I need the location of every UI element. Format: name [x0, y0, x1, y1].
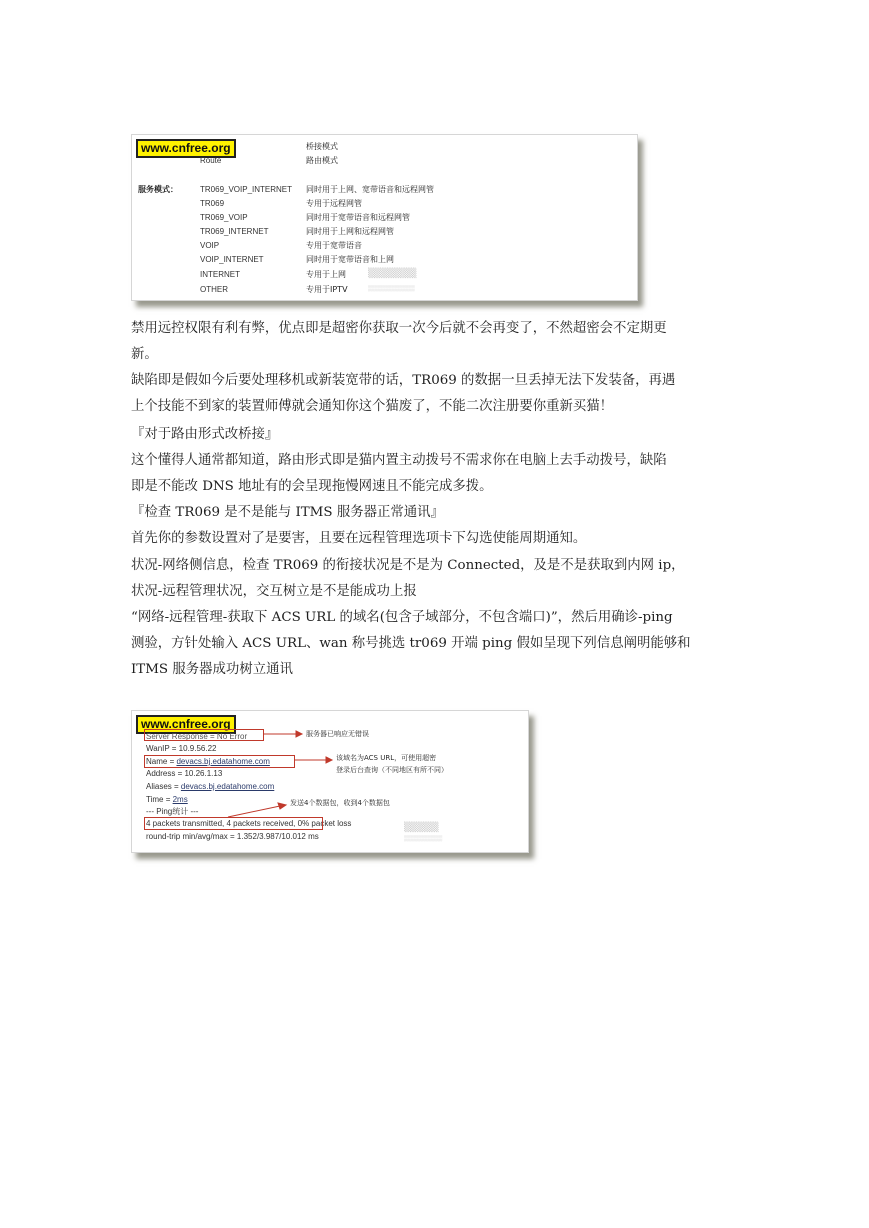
- section-heading: 『检查 TR069 是不是能与 ITMS 服务器正常通讯』: [131, 505, 444, 520]
- mode-name: TR069_VOIP_INTERNET: [200, 185, 293, 194]
- name-label: Name =: [146, 757, 177, 766]
- paragraph-line: ITMS 服务器成功树立通讯: [131, 662, 293, 677]
- mode-desc: 同时用于宽带语音和上网: [306, 255, 394, 264]
- packets-text: 4 packets transmitted, 4 packets received,: [146, 819, 296, 828]
- mode-route-desc: 路由模式: [306, 156, 338, 165]
- time-value: 2ms: [172, 795, 188, 804]
- service-mode-label: 服务模式：: [138, 185, 178, 194]
- mode-desc: 专用于IPTV: [306, 285, 348, 294]
- paragraph-line: 首先你的参数设置对了是要害，且要在远程管理选项卡下勾选使能周期通知。: [131, 531, 587, 546]
- site-logo: www.cnfree.org: [136, 715, 236, 734]
- paragraph-line: “网络-远程管理-获取下 ACS URL 的域名(包含子域部分，不包含端口)”，然后用确诊-ping: [131, 610, 673, 625]
- packet-loss-text: 0% packet loss: [295, 819, 352, 828]
- mode-desc: 专用于上网: [306, 270, 346, 279]
- mode-name: VOIP: [200, 241, 220, 250]
- paragraph-line: 测验，方针处输入 ACS URL、wan 称号挑选 tr069 开端 ping 假如呈现下列信息阐明能够和: [131, 636, 691, 651]
- server-response-line: Server Response = No Error: [146, 732, 248, 741]
- paragraph-line: 上个技能不到家的装置师傅就会通知你这个猫废了，不能二次注册要你重新买猫！: [131, 399, 614, 414]
- service-mode-figure: [131, 134, 638, 301]
- aliases-label: Aliases =: [146, 782, 181, 791]
- watermark: ▒▒▒▒▒: [404, 823, 439, 833]
- acs-domain-link[interactable]: devacs.bj.edatahome.com: [176, 757, 270, 766]
- watermark-sub: ▒▒▒▒▒▒▒▒▒▒▒: [368, 286, 415, 292]
- mode-desc: 同时用于上网、宽带语音和远程网管: [306, 185, 434, 194]
- mode-name: OTHER: [200, 285, 228, 294]
- mode-name: TR069_VOIP: [200, 213, 248, 222]
- mode-desc: 专用于远程网管: [306, 199, 362, 208]
- ping-result-figure: [131, 710, 529, 853]
- paragraph-line: 即是不能改 DNS 地址有的会呈现拖慢网速且不能完成多拨。: [131, 479, 493, 494]
- watermark: ▒▒▒▒▒▒▒: [368, 269, 417, 279]
- paragraph-line: 缺陷即是假如今后要处理移机或新装宽带的话，TR069 的数据一旦丢掉无法下发装备，再遇: [131, 373, 676, 388]
- time-label: Time =: [146, 795, 173, 804]
- annotation-acs-url: 该域名为ACS URL，可使用超密: [336, 754, 437, 762]
- mode-name: VOIP_INTERNET: [200, 255, 264, 264]
- annotation-acs-url-note: 登录后台查询（不同地区有所不同）: [336, 766, 448, 774]
- section-heading: 『对于路由形式改桥接』: [131, 427, 279, 442]
- mode-desc: 专用于宽带语音: [306, 241, 362, 250]
- paragraph-line: 禁用远控权限有利有弊，优点即是超密你获取一次今后就不会再变了，不然超密会不定期更: [131, 321, 667, 336]
- mode-bridge-desc: 桥接模式: [306, 142, 338, 151]
- address-line: Address = 10.26.1.13: [146, 769, 223, 778]
- mode-route: Route: [200, 156, 222, 165]
- paragraph-line: 这个懂得人通常都知道，路由形式即是猫内置主动拨号不需求你在电脑上去手动拨号，缺陷: [131, 453, 667, 468]
- rtt-line: round-trip min/avg/max = 1.352/3.987/10.012 ms: [146, 832, 319, 841]
- mode-name: INTERNET: [200, 270, 240, 279]
- aliases-link[interactable]: devacs.bj.edatahome.com: [180, 782, 275, 791]
- mode-name: TR069_INTERNET: [200, 227, 269, 236]
- mode-desc: 同时用于上网和远程网管: [306, 227, 394, 236]
- mode-desc: 同时用于宽带语音和远程网管: [306, 213, 410, 222]
- paragraph-line: 状况-网络侧信息，检查 TR069 的衔接状况是不是为 Connected，及是不是获取到内网 ip，: [131, 558, 685, 573]
- mode-name: TR069: [200, 199, 225, 208]
- paragraph-line: 状况-远程管理状况，交互树立是不是能成功上报: [131, 584, 417, 599]
- site-logo: www.cnfree.org: [136, 139, 236, 158]
- wanip-line: WanIP = 10.9.56.22: [146, 744, 217, 753]
- watermark-sub: ▒▒▒▒▒▒▒▒▒: [404, 836, 443, 842]
- ping-stats-header: --- Ping统计 ---: [146, 807, 199, 816]
- annotation-server-ok: 服务器已响应无错误: [306, 730, 369, 738]
- annotation-packets: 发送4个数据包，收到4个数据包: [290, 799, 390, 807]
- paragraph-line: 新。: [131, 347, 158, 362]
